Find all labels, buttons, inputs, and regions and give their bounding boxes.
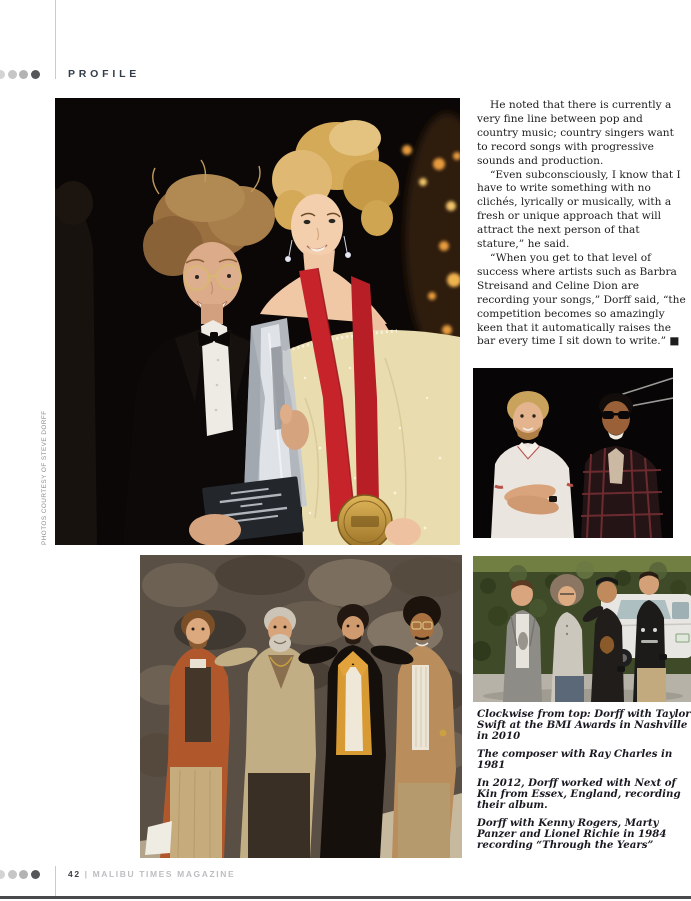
magazine-name: | MALIBU TIMES MAGAZINE (84, 869, 236, 879)
top-vertical-rule (55, 0, 56, 79)
photo-taylor-swift-bmi (55, 98, 460, 545)
footer-vertical-rule (55, 866, 56, 898)
dot (0, 70, 5, 79)
photo-ray-charles (473, 368, 673, 538)
photo-next-of-kin-illustration (473, 556, 691, 702)
bottom-page-rule (0, 896, 691, 899)
dot (8, 70, 17, 79)
dot (19, 70, 28, 79)
photo-kenny-rogers-illustration (140, 555, 462, 858)
photo-next-of-kin (473, 556, 691, 702)
dot (31, 70, 40, 79)
section-label: PROFILE (68, 68, 141, 80)
caption: In 2012, Dorff worked with Next of Kin from Essex, England, recording their album. (477, 777, 681, 811)
ornament-dots-bottom (0, 870, 40, 879)
page-folio (68, 869, 235, 879)
caption-block (477, 709, 691, 858)
caption: Clockwise from top: Dorff with Taylor Swift at the BMI Awards in Nashville in 2010 (477, 708, 691, 742)
dot (31, 870, 40, 879)
photo-credit: PHOTOS COURTESY OF STEVE DORFF (41, 410, 48, 545)
ornament-dots-top (0, 70, 40, 79)
page-number: 42 (68, 869, 81, 879)
caption: Dorff with Kenny Rogers, Marty Panzer and Lionel Richie in 1984 recording “Through the Years” (477, 817, 667, 851)
article-paragraph: “When you get to that level of success where artists such as Barbra Streisand and Celine Dion are recording your songs,” Dorff said, “the competition becomes so amazingly keen that it automatically raises the bar every time I sit down to write.” ■ (477, 251, 686, 348)
photo-kenny-rogers-group (140, 555, 462, 858)
caption: The composer with Ray Charles in 1981 (477, 748, 673, 771)
dot (8, 870, 17, 879)
dot (0, 870, 5, 879)
article-text (477, 99, 687, 349)
bmi-medal (338, 495, 392, 545)
article-paragraph: He noted that there is currently a very fine line between pop and country music; country singers want to record songs with progressive sounds and production. (477, 99, 674, 167)
photo-ray-charles-illustration (473, 368, 673, 538)
dot (19, 870, 28, 879)
article-paragraph: “Even subconsciously, I know that I have to write something with no clichés, lyrically or musically, with a fresh or unique approach that will attract the next person of that stature,” he said. (477, 168, 681, 251)
photo-taylor-swift-illustration (55, 98, 460, 545)
